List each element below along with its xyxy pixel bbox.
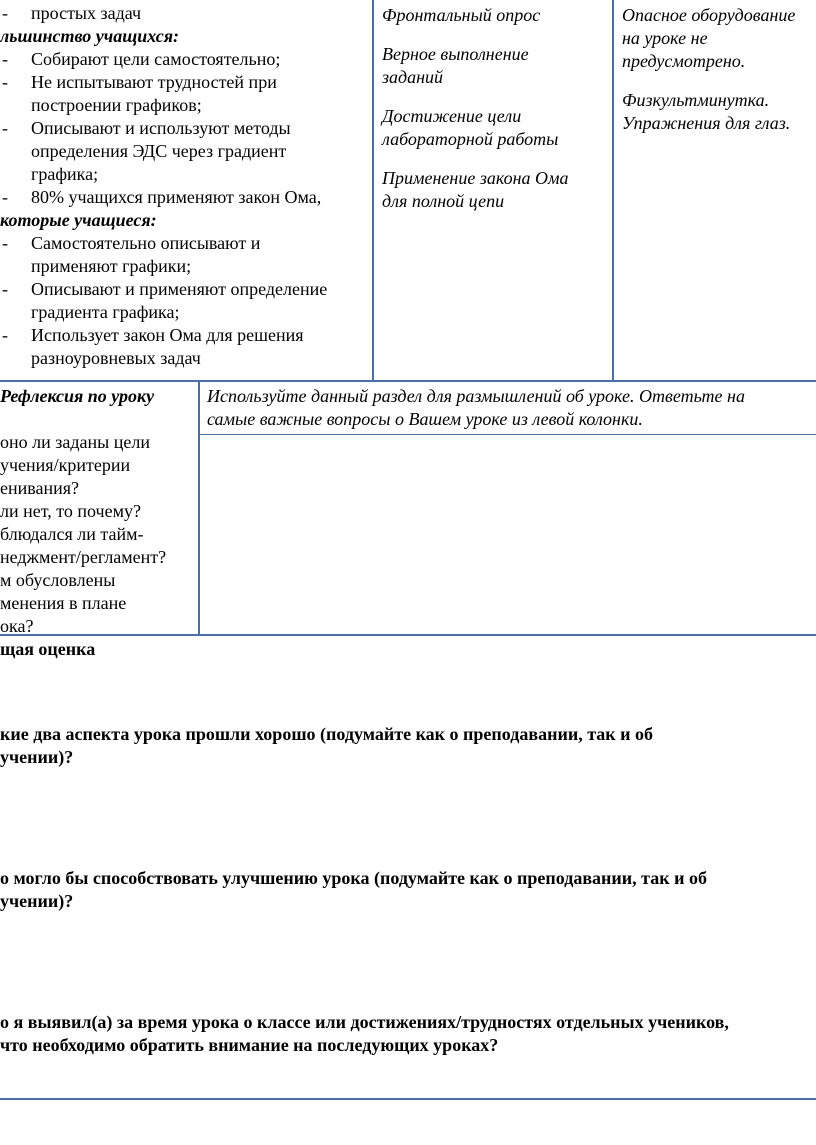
question-line: о я выявил(а) за время урока о классе или достижениях/трудностях отдельных учеников, [0,1012,729,1032]
list-dash: - [2,187,8,207]
list-dash: - [2,279,8,299]
question-improve [0,867,707,913]
question-line: учении)? [0,891,74,911]
assessment-item [382,167,608,213]
assessment-item [382,105,608,151]
assessment-column [382,4,608,229]
outcomes-heading-majority: льшинство учащихся: [0,26,180,46]
note-item [622,4,816,73]
note-item-line: предусмотрено. [622,51,746,71]
question-line: о могло бы способствовать улучшению урока (подумайте как о преподавании, так и об [0,868,707,888]
list-item [0,324,370,370]
question-learned [0,1011,729,1057]
note-item-line: на уроке не [622,28,708,48]
question-line: что необходимо обратить внимание на последующих уроках? [0,1035,499,1055]
list-dash: - [2,72,8,92]
list-dash: - [2,3,8,23]
reflection-inner-line [199,434,816,435]
list-dash: - [2,118,8,138]
assessment-item-line: Верное выполнение [382,44,529,64]
list-item: простых задач [31,3,142,23]
list-item-line: Не испытывают трудностей при [31,72,277,92]
question-line: учении)? [0,747,74,767]
list-item-line: Описывают и используют методы [31,118,291,138]
reflection-question-line: м обусловлены [0,570,116,590]
list-item-line: графика; [31,164,99,184]
list-item [0,48,370,71]
assessment-item [382,43,608,89]
list-item [0,232,370,278]
question-line: кие два аспекта урока прошли хорошо (подумайте как о преподавании, так и об [0,724,654,744]
outcomes-heading-some: которые учащиеся: [0,210,157,230]
reflection-questions [0,431,166,638]
reflection-label: Рефлексия по уроку [0,386,155,406]
assessment-item-line: для полной цепи [382,191,505,211]
assessment-item [382,4,608,27]
reflection-question-line: учения/критерии [0,455,131,475]
list-item [0,71,370,117]
overall-assessment-heading: щая оценка [0,639,96,659]
note-item [622,89,816,135]
reflection-question-line: ока? [0,616,34,636]
list-item-line: Описывают и применяют определение [31,279,328,299]
list-item-line: применяют графики; [31,256,192,276]
list-item [0,278,370,324]
table-top-divider-1 [372,0,374,381]
page-bottom-line [0,1098,816,1100]
table-row-separator [0,380,816,382]
list-item [0,117,370,186]
reflection-question-line: менения в плане [0,593,127,613]
reflection-prompt [207,385,745,431]
note-item-line: Опасное оборудование [622,5,796,25]
assessment-item-line: Применение закона Ома [382,168,569,188]
assessment-item-line: лабораторной работы [382,129,559,149]
reflection-question-line: оно ли заданы цели [0,432,150,452]
assessment-item-line: Достижение цели [382,106,522,126]
outcomes-column [0,2,370,370]
reflection-question-line: блюдался ли тайм- [0,524,144,544]
list-item-line: Собирают цели самостоятельно; [31,49,281,69]
reflection-prompt-line: Используйте данный раздел для размышлений об уроке. Ответьте на [207,386,745,406]
reflection-question-line: ли нет, то почему? [0,501,141,521]
assessment-item-line: Фронтальный опрос [382,5,541,25]
list-item-line: построении графиков; [31,95,202,115]
question-went-well [0,723,653,769]
table-top-divider-2 [612,0,614,381]
list-item-line: градиента графика; [31,302,180,322]
list-item [0,186,370,209]
list-dash: - [2,233,8,253]
reflection-question-line: енивания? [0,478,80,498]
notes-column [622,4,816,151]
reflection-question-line: неджмент/регламент? [0,547,167,567]
reflection-prompt-line: самые важные вопросы о Вашем уроке из левой колонки. [207,409,643,429]
list-item-line: Использует закон Ома для решения [31,325,304,345]
list-dash: - [2,325,8,345]
list-dash: - [2,49,8,69]
list-item-line: разноуровневых задач [31,348,201,368]
list-item-line: определения ЭДС через градиент [31,141,287,161]
note-item-line: Физкультминутка. [622,90,770,110]
list-item-line: Самостоятельно описывают и [31,233,261,253]
note-item-line: Упражнения для глаз. [622,113,791,133]
list-item-line: 80% учащихся применяют закон Ома, [31,187,322,207]
assessment-item-line: заданий [382,67,444,87]
reflection-divider [198,381,200,636]
